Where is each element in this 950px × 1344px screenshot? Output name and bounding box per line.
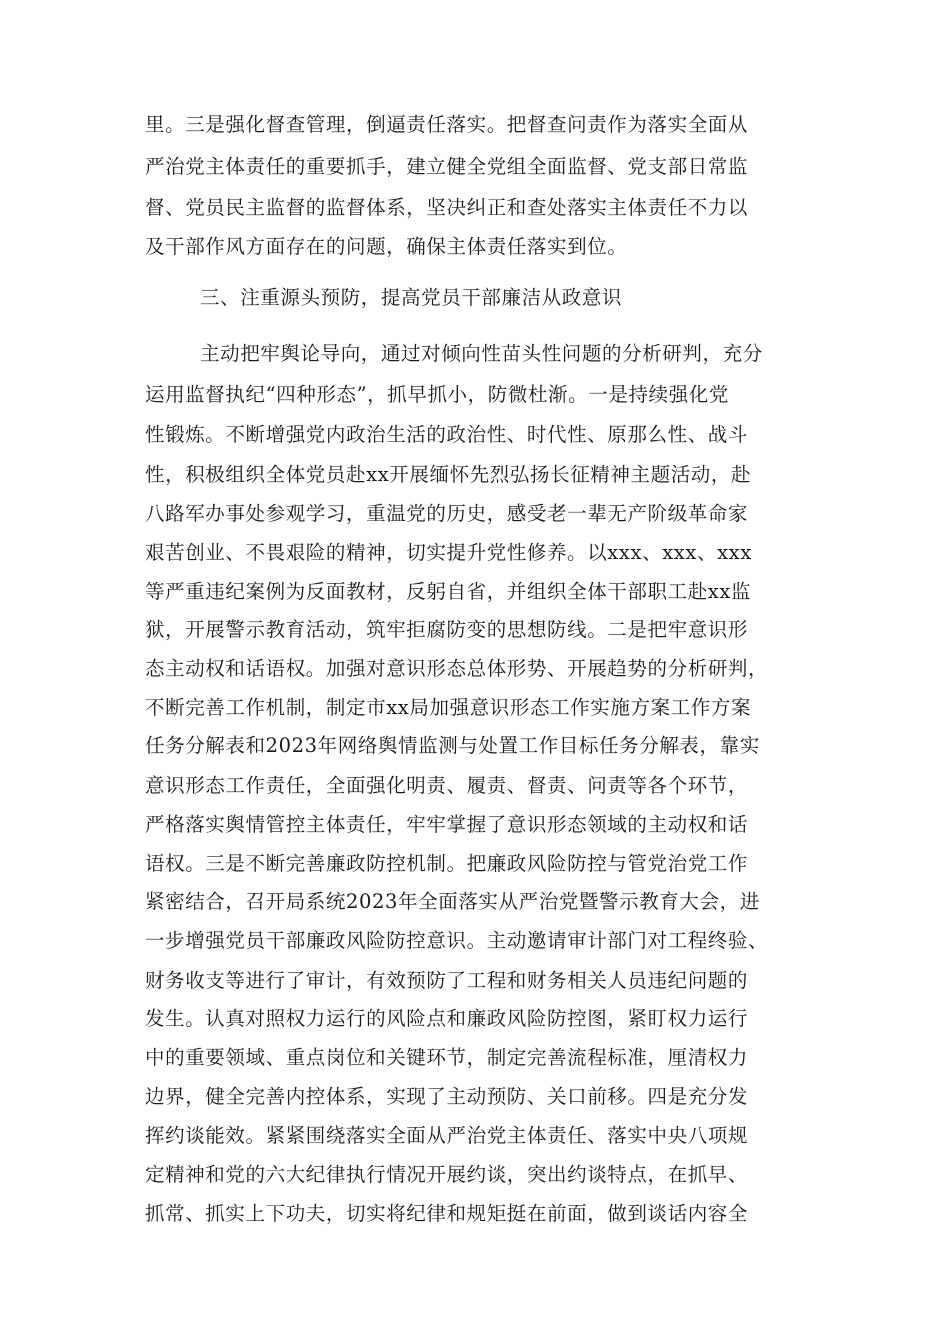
text-line: 中的重要领域、重点岗位和关键环节，制定完善流程标准，厘清权力 [145,1046,749,1069]
text-line: 语权。三是不断完善廉政防控机制。把廉政风险防控与管党治党工作 [145,852,749,875]
text-line: 性，积极组织全体党员赴xx开展缅怀先烈弘扬长征精神主题活动，赴 [145,463,752,486]
text-line: 运用监督执纪“四种形态”，抓早抓小，防微杜渐。一是持续强化党 [145,383,729,406]
text-line: 一步增强党员干部廉政风险防控意识。主动邀请审计部门对工程终验、 [145,929,769,952]
text-line: 不断完善工作机制，制定市xx局加强意识形态工作实施方案工作方案 [145,696,752,719]
text-line: 等严重违纪案例为反面教材，反躬自省，并组织全体干部职工赴xx监 [145,580,752,603]
text-line: 紧密结合，召开局系统2023年全面落实从严治党暨警示教育大会，进 [145,890,760,913]
paragraph-first-line: 主动把牢舆论导向，通过对倾向性苗头性问题的分析研判，充分 [200,342,763,365]
text-line: 艰苦创业、不畏艰险的精神，切实提升党性修养。以xxx、xxx、xxx [145,541,752,564]
text-line: 财务收支等进行了审计，有效预防了工程和财务相关人员违纪问题的 [145,969,749,992]
text-line: 性锻炼。不断增强党内政治生活的政治性、时代性、原那么性、战斗 [145,423,749,446]
text-line: 里。三是强化督查管理，倒逼责任落实。把督查问责作为落实全面从 [145,113,749,136]
text-line: 八路军办事处参观学习，重温党的历史，感受老一辈无产阶级革命家 [145,502,749,525]
text-line: 严治党主体责任的重要抓手，建立健全党组全面监督、党支部日常监 [145,155,749,178]
text-line: 意识形态工作责任，全面强化明责、履责、督责、问责等各个环节， [145,774,749,797]
text-line: 狱，开展警示教育活动，筑牢拒腐防变的思想防线。二是把牢意识形 [145,618,749,641]
text-line: 边界，健全完善内控体系，实现了主动预防、关口前移。四是充分发 [145,1085,749,1108]
text-line: 态主动权和话语权。加强对意识形态总体形势、开展趋势的分析研判， [145,657,769,680]
text-line: 发生。认真对照权力运行的风险点和廉政风险防控图，紧盯权力运行 [145,1007,749,1030]
text-line: 任务分解表和2023年网络舆情监测与处置工作目标任务分解表，靠实 [145,734,760,757]
text-line: 及干部作风方面存在的问题，确保主体责任落实到位。 [145,235,628,258]
text-line: 抓常、抓实上下功夫，切实将纪律和规矩挺在前面，做到谈话内容全 [145,1202,749,1225]
text-line: 挥约谈能效。紧紧围绕落实全面从严治党主体责任、落实中央八项规 [145,1124,749,1147]
text-line: 定精神和党的六大纪律执行情况开展约谈，突出约谈特点，在抓早、 [145,1163,749,1186]
text-line: 严格落实舆情管控主体责任，牢牢掌握了意识形态领域的主动权和话 [145,813,749,836]
text-line: 督、党员民主监督的监督体系，坚决纠正和查处落实主体责任不力以 [145,196,749,219]
section-heading: 三、注重源头预防，提高党员干部廉洁从政意识 [200,286,623,309]
